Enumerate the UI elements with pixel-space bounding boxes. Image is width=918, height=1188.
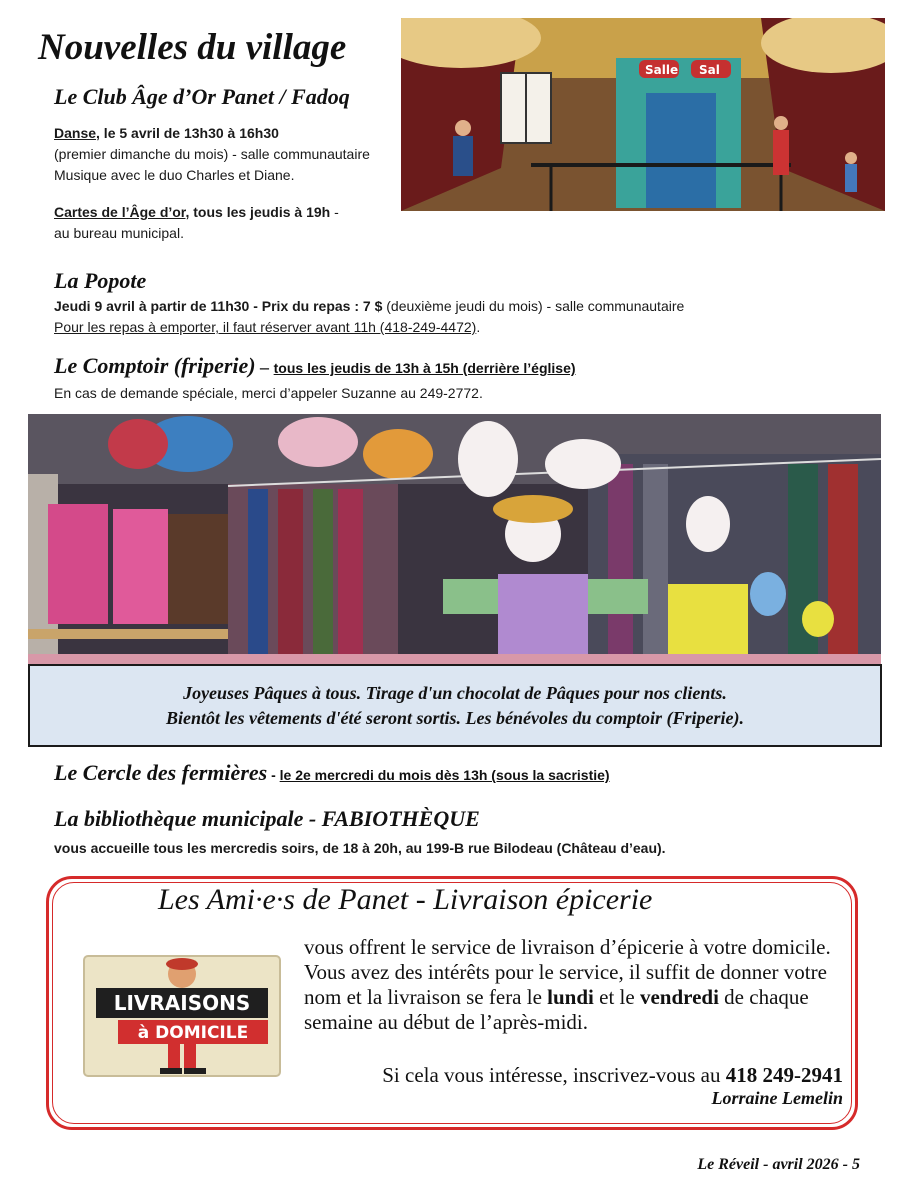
popote-rest: (deuxième jeudi du mois) - salle communautaire (382, 298, 685, 314)
cartes-detail: , tous les jeudis à 19h (185, 204, 331, 220)
mural-illustration (401, 18, 885, 211)
comptoir-line (54, 353, 576, 379)
friperie-illustration (28, 414, 881, 664)
biblio-heading: La bibliothèque municipale - FABIOTHÈQUE (54, 806, 480, 831)
cercle-dash: - (267, 767, 280, 783)
comptoir-schedule: tous les jeudis de 13h à 15h (derrière l’église) (273, 360, 576, 376)
popote-line1 (54, 296, 684, 316)
biblio-line: vous accueille tous les mercredis soirs, de 18 à 20h, au 199-B rue Bilodeau (Château d’eau). (54, 840, 666, 856)
popote-heading: La Popote (54, 268, 147, 293)
amies-phone: 418 249-2941 (725, 1063, 843, 1087)
easter-line2: Bientôt les vêtements d'été seront sortis. Les bénévoles du comptoir (Friperie). (166, 707, 744, 728)
page-title: Nouvelles du village (38, 27, 347, 68)
amies-title: Les Ami·e·s de Panet - Livraison épicerie (158, 883, 653, 916)
mural-sign-right: Sal (699, 63, 720, 77)
popote-reserve: Pour les repas à emporter, il faut réserver avant 11h (418-249-4472) (54, 319, 477, 335)
amies-signup (304, 1063, 843, 1088)
popote-line2 (54, 317, 480, 337)
easter-line1: Joyeuses Pâques à tous. Tirage d'un chocolat de Pâques pour nos clients. (183, 682, 727, 703)
cartes-label: Cartes de l’Âge d’or (54, 204, 186, 220)
cercle-line (54, 760, 610, 786)
sign-line1: LIVRAISONS (113, 991, 251, 1015)
amies-text-b: et le (593, 985, 640, 1009)
sign-line2: à DOMICILE (137, 1023, 249, 1043)
amies-text-a: vous offrent le service de livraison d’épicerie à votre domicile. Vous avez des intérêts pour le service, il suffit de donner votre nom et la livraison se fera le (304, 935, 831, 1009)
danse-line2: (premier dimanche du mois) - salle communautaire (54, 146, 370, 162)
amies-signer: Lorraine Lemelin (711, 1088, 843, 1108)
club-heading: Le Club Âge d’Or Panet / Fadoq (54, 84, 350, 109)
friperie-photo (28, 414, 881, 664)
livraisons-sign-image (80, 950, 284, 1080)
amies-text-c: de chaque semaine au début de l’après-midi. (304, 985, 809, 1034)
amies-lundi: lundi (547, 985, 594, 1009)
cartes-line (54, 202, 339, 223)
popote-period: . (476, 319, 481, 335)
danse-detail: , le 5 avril de 13h30 à 16h30 (96, 125, 279, 141)
page-footer: Le Réveil - avril 2026 - 5 (697, 1156, 860, 1173)
amies-vendredi: vendredi (639, 985, 719, 1009)
danse-label: Danse (54, 125, 97, 141)
cartes-line2: au bureau municipal. (54, 225, 184, 241)
amies-signup-text: Si cela vous intéresse, inscrivez-vous au (382, 1063, 726, 1087)
comptoir-heading: Le Comptoir (friperie) (54, 353, 256, 378)
cercle-schedule: le 2e mercredi du mois dès 13h (sous la sacristie) (279, 767, 610, 783)
amies-description (304, 935, 844, 1035)
danse-line (54, 123, 279, 144)
cercle-heading: Le Cercle des fermières (54, 760, 268, 785)
comptoir-dash: – (255, 357, 274, 377)
easter-message-box (28, 664, 882, 747)
livraisons-sign-illustration (80, 950, 284, 1080)
popote-bold: Jeudi 9 avril à partir de 11h30 - Prix du repas : 7 $ (54, 298, 383, 314)
comptoir-line2: En cas de demande spéciale, merci d’appeler Suzanne au 249-2772. (54, 385, 483, 401)
cartes-sep: - (330, 204, 339, 220)
mural-sign-left: Salle (645, 63, 679, 77)
mural-photo (401, 18, 885, 211)
danse-line3: Musique avec le duo Charles et Diane. (54, 167, 295, 183)
